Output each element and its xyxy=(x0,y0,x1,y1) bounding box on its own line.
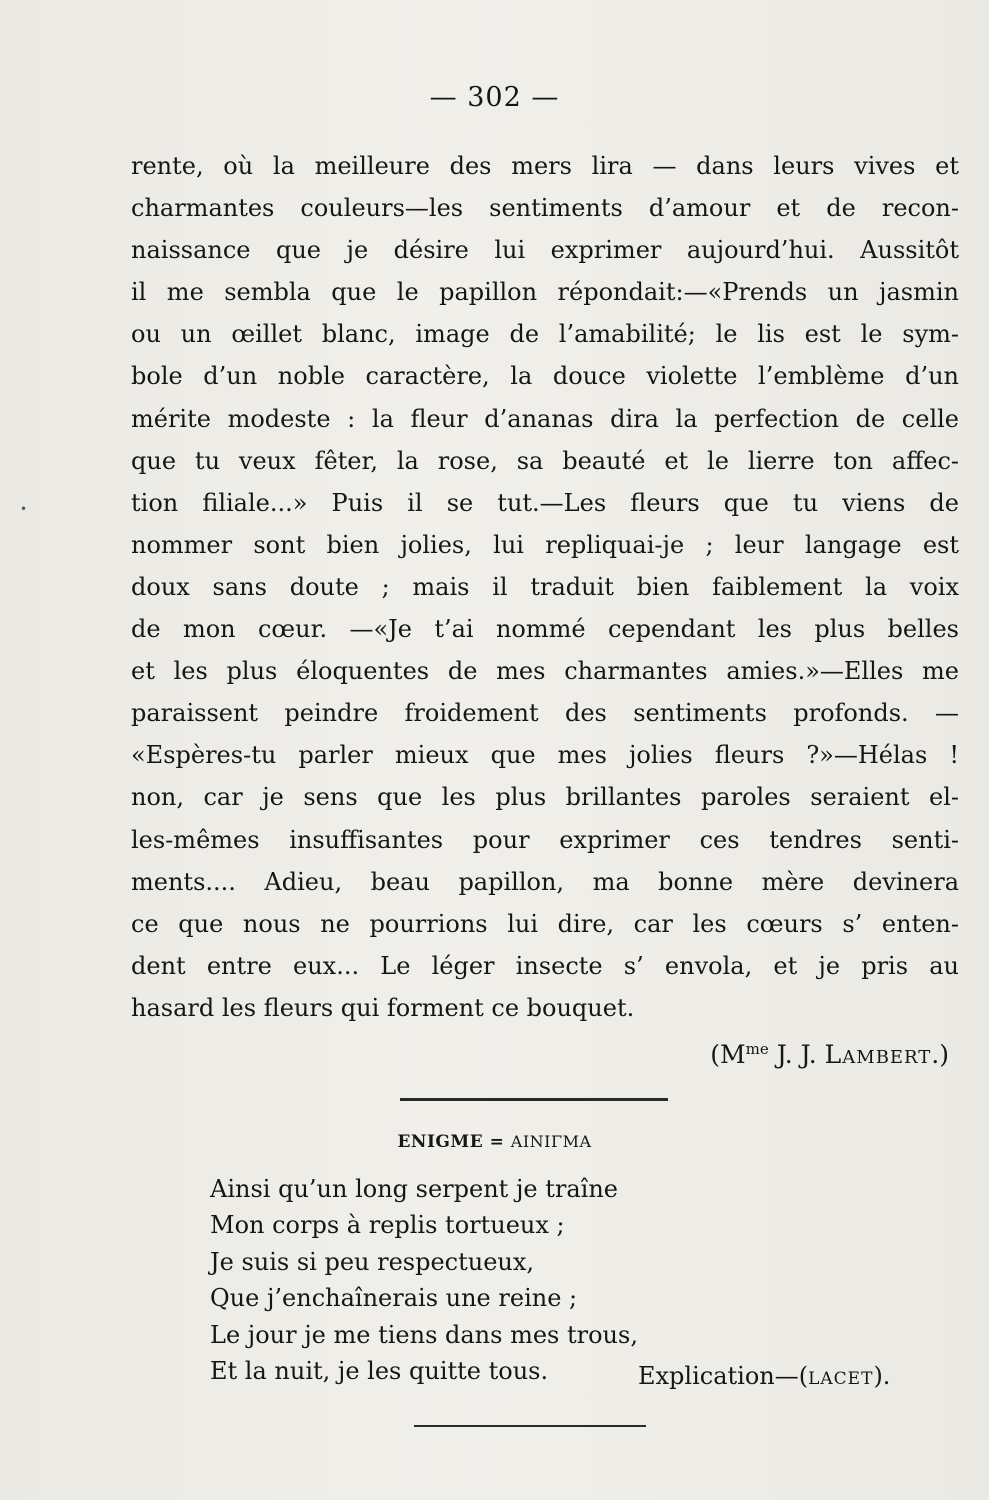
prose-line: hasard les fleurs qui forment ce bouquet. xyxy=(131,993,635,1022)
end-divider-rule xyxy=(414,1425,646,1427)
verse-line: Ainsi qu’un long serpent je traîne xyxy=(210,1175,618,1203)
margin-mark: • xyxy=(20,502,28,516)
prose-line: mérite modeste : la fleur d’ananas dira la perfection de celle xyxy=(131,404,959,433)
prose-line: non, car je sens que les plus brillantes paroles seraient el- xyxy=(131,783,959,812)
verse-line: Mon corps à replis tortueux ; xyxy=(210,1211,565,1240)
explication-close: ). xyxy=(873,1362,891,1390)
prose-line: bole d’un noble caractère, la douce violette l’emblème d’un xyxy=(131,362,959,391)
verse-line: Que j’enchaînerais une reine ; xyxy=(210,1284,578,1313)
prose-line: ce que nous ne pourrions lui dire, car les cœurs s’ enten- xyxy=(131,909,959,938)
prose-line: de mon cœur. —«Je t’ai nommé cependant les plus belles xyxy=(131,615,959,644)
signature-close: .) xyxy=(931,1040,949,1069)
prose-line: paraissent peindre froidement des sentiments profonds. — xyxy=(131,699,959,728)
verse-line: Le jour je me tiens dans mes trous, xyxy=(210,1320,638,1349)
prose-line: doux sans doute ; mais il traduit bien faiblement la voix xyxy=(131,572,959,601)
section-divider-rule xyxy=(400,1098,668,1101)
prose-line: il me sembla que le papillon répondait:—«Prends un jasmin xyxy=(131,278,959,307)
explication-answer: lacet xyxy=(808,1362,874,1390)
verse-line: Et la nuit, je les quitte tous. xyxy=(210,1356,549,1385)
prose-line: ments.... Adieu, beau papillon, ma bonne mère devinera xyxy=(131,867,959,896)
enigma-heading xyxy=(0,1132,989,1152)
prose-line: «Espères-tu parler mieux que mes jolies fleurs ?»—Hélas ! xyxy=(131,741,959,770)
author-signature xyxy=(710,1040,949,1069)
prose-line: tion filiale...» Puis il se tut.—Les fleurs que tu viens de xyxy=(131,488,959,517)
prose-line: que tu veux fêter, la rose, sa beauté et le lierre ton affec- xyxy=(131,446,959,475)
enigma-explication xyxy=(638,1362,890,1390)
signature-open: (M xyxy=(710,1040,746,1069)
prose-line: nommer sont bien jolies, lui repliquai-je ; leur langage est xyxy=(131,530,959,559)
signature-surname: Lambert xyxy=(824,1040,932,1069)
explication-label: Explication—( xyxy=(638,1362,809,1390)
prose-line: charmantes couleurs—les sentiments d’amour et de recon- xyxy=(131,194,959,223)
prose-paragraph xyxy=(131,145,959,1029)
enigma-verse xyxy=(210,1171,960,1389)
enigma-title-separator: = xyxy=(483,1132,511,1152)
prose-line: et les plus éloquentes de mes charmantes amies.»—Elles me xyxy=(131,657,959,686)
enigma-title-french: ENIGME xyxy=(397,1132,484,1152)
signature-title-superscript: me xyxy=(745,1040,769,1058)
prose-line: rente, où la meilleure des mers lira — dans leurs vives et xyxy=(131,152,959,180)
signature-initials: J. J. xyxy=(768,1040,825,1069)
enigma-title-greek: ΑΙΝΙΓΜΑ xyxy=(510,1132,592,1151)
page-number: — 302 — xyxy=(429,82,560,113)
prose-line: dent entre eux... Le léger insecte s’ envola, et je pris au xyxy=(131,951,959,980)
prose-line: ou un œillet blanc, image de l’amabilité; le lis est le sym- xyxy=(131,320,959,349)
verse-line: Je suis si peu respectueux, xyxy=(210,1247,535,1276)
prose-line: naissance que je désire lui exprimer aujourd’hui. Aussitôt xyxy=(131,236,959,265)
prose-line: les-mêmes insuffisantes pour exprimer ces tendres senti- xyxy=(131,825,959,854)
